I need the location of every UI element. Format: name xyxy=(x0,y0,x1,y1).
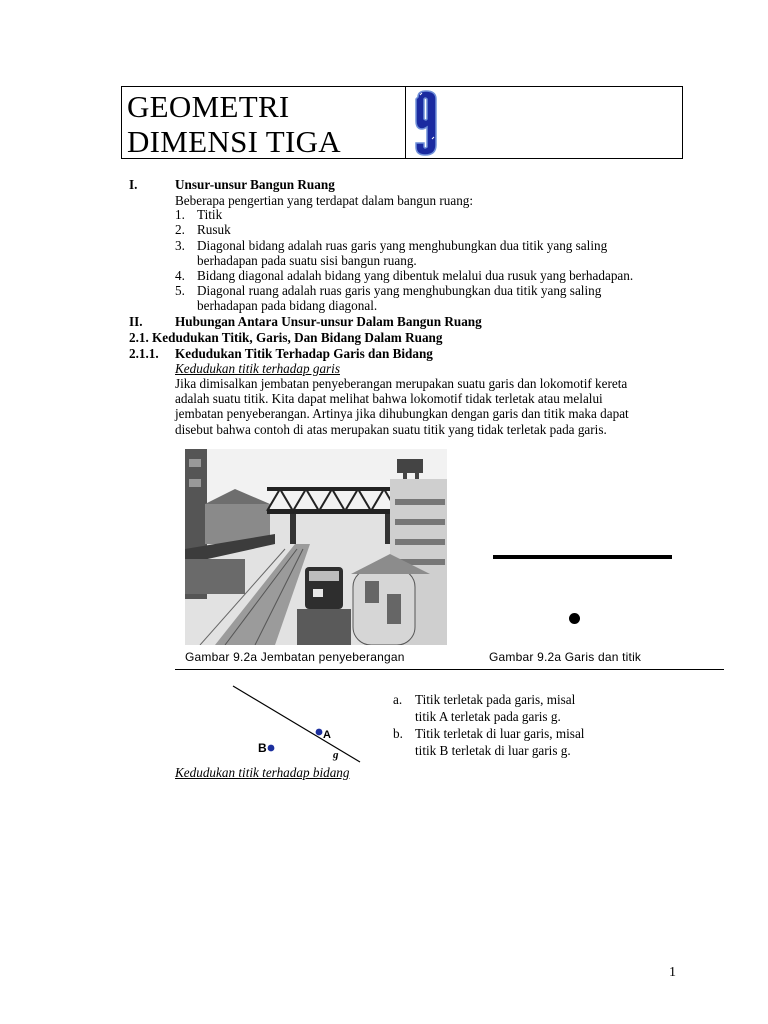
paragraph-line: Jika dimisalkan jembatan penyeberangan merupakan suatu garis dan lokomotif kereta xyxy=(175,376,628,391)
section-2-heading: Hubungan Antara Unsur-unsur Dalam Bangun Ruang xyxy=(175,314,482,329)
label-a: A xyxy=(323,729,331,741)
list-item-number: 3. xyxy=(175,238,185,253)
list-item-text: berhadapan pada bidang diagonal. xyxy=(197,298,378,313)
list-item-text: Diagonal bidang adalah ruas garis yang menghubungkan dua titik yang saling xyxy=(197,238,608,253)
subsubsection-heading: Kedudukan Titik Terhadap Garis dan Bidang xyxy=(175,346,433,361)
figure-line xyxy=(493,555,672,559)
chapter-9-numeral-icon xyxy=(412,89,442,157)
title-line-1: GEOMETRI xyxy=(127,89,290,124)
point-a xyxy=(316,729,323,736)
list-item-number: 4. xyxy=(175,268,185,283)
chapter-title xyxy=(122,87,406,158)
section-1-number: I. xyxy=(129,177,138,192)
list-item-number: 1. xyxy=(175,207,185,222)
photo-caption: Gambar 9.2a Jembatan penyeberangan xyxy=(185,650,405,664)
topic-heading-plane: Kedudukan titik terhadap bidang xyxy=(175,765,350,780)
chapter-title-box xyxy=(121,86,683,159)
label-g: g xyxy=(333,749,339,761)
list-item-number: 2. xyxy=(175,222,185,237)
list-item-text: Diagonal ruang adalah ruas garis yang menghubungkan dua titik yang saling xyxy=(197,283,602,298)
list-item-text: berhadapan pada suatu sisi bangun ruang. xyxy=(197,253,417,268)
list-item-number: b. xyxy=(393,726,403,741)
list-item-number: 5. xyxy=(175,283,185,298)
figure-point xyxy=(569,613,580,624)
list-item-text: titik A terletak pada garis g. xyxy=(415,709,561,724)
list-item-text: titik B terletak di luar garis g. xyxy=(415,743,571,758)
title-line-2: DIMENSI TIGA xyxy=(127,124,341,159)
subsubsection-number: 2.1.1. xyxy=(129,346,159,361)
point-line-diagram xyxy=(225,682,365,772)
section-1-heading: Unsur-unsur Bangun Ruang xyxy=(175,177,335,192)
line-g xyxy=(233,686,360,762)
subsection-heading: Kedudukan Titik, Garis, Dan Bidang Dalam Ruang xyxy=(152,330,443,345)
topic-heading-line: Kedudukan titik terhadap garis xyxy=(175,361,340,376)
section-2-number: II. xyxy=(129,314,143,329)
list-item-text: Rusuk xyxy=(197,222,231,237)
horizontal-divider xyxy=(175,669,724,670)
point-b xyxy=(268,745,275,752)
section-1-intro: Beberapa pengertian yang terdapat dalam bangun ruang: xyxy=(175,193,474,208)
list-item-text: Titik terletak di luar garis, misal xyxy=(415,726,585,741)
list-item-text: Titik terletak pada garis, misal xyxy=(415,692,576,707)
paragraph-line: disebut bahwa contoh di atas merupakan suatu titik yang tidak terletak pada garis. xyxy=(175,422,607,437)
line-point-caption: Gambar 9.2a Garis dan titik xyxy=(489,650,642,664)
list-item-text: Titik xyxy=(197,207,223,222)
label-b: B xyxy=(258,741,267,755)
paragraph-line: jembatan penyeberangan. Artinya jika dihubungkan dengan garis dan titik maka dapat xyxy=(175,406,629,421)
paragraph-line: adalah suatu titik. Kita dapat melihat bahwa lokomotif tidak terletak atau melalui xyxy=(175,391,603,406)
subsection-number: 2.1. xyxy=(129,330,149,345)
page-number: 1 xyxy=(669,965,676,980)
list-item-number: a. xyxy=(393,692,403,707)
list-item-text: Bidang diagonal adalah bidang yang dibentuk melalui dua rusuk yang berhadapan. xyxy=(197,268,634,283)
bridge-photo xyxy=(185,449,447,645)
